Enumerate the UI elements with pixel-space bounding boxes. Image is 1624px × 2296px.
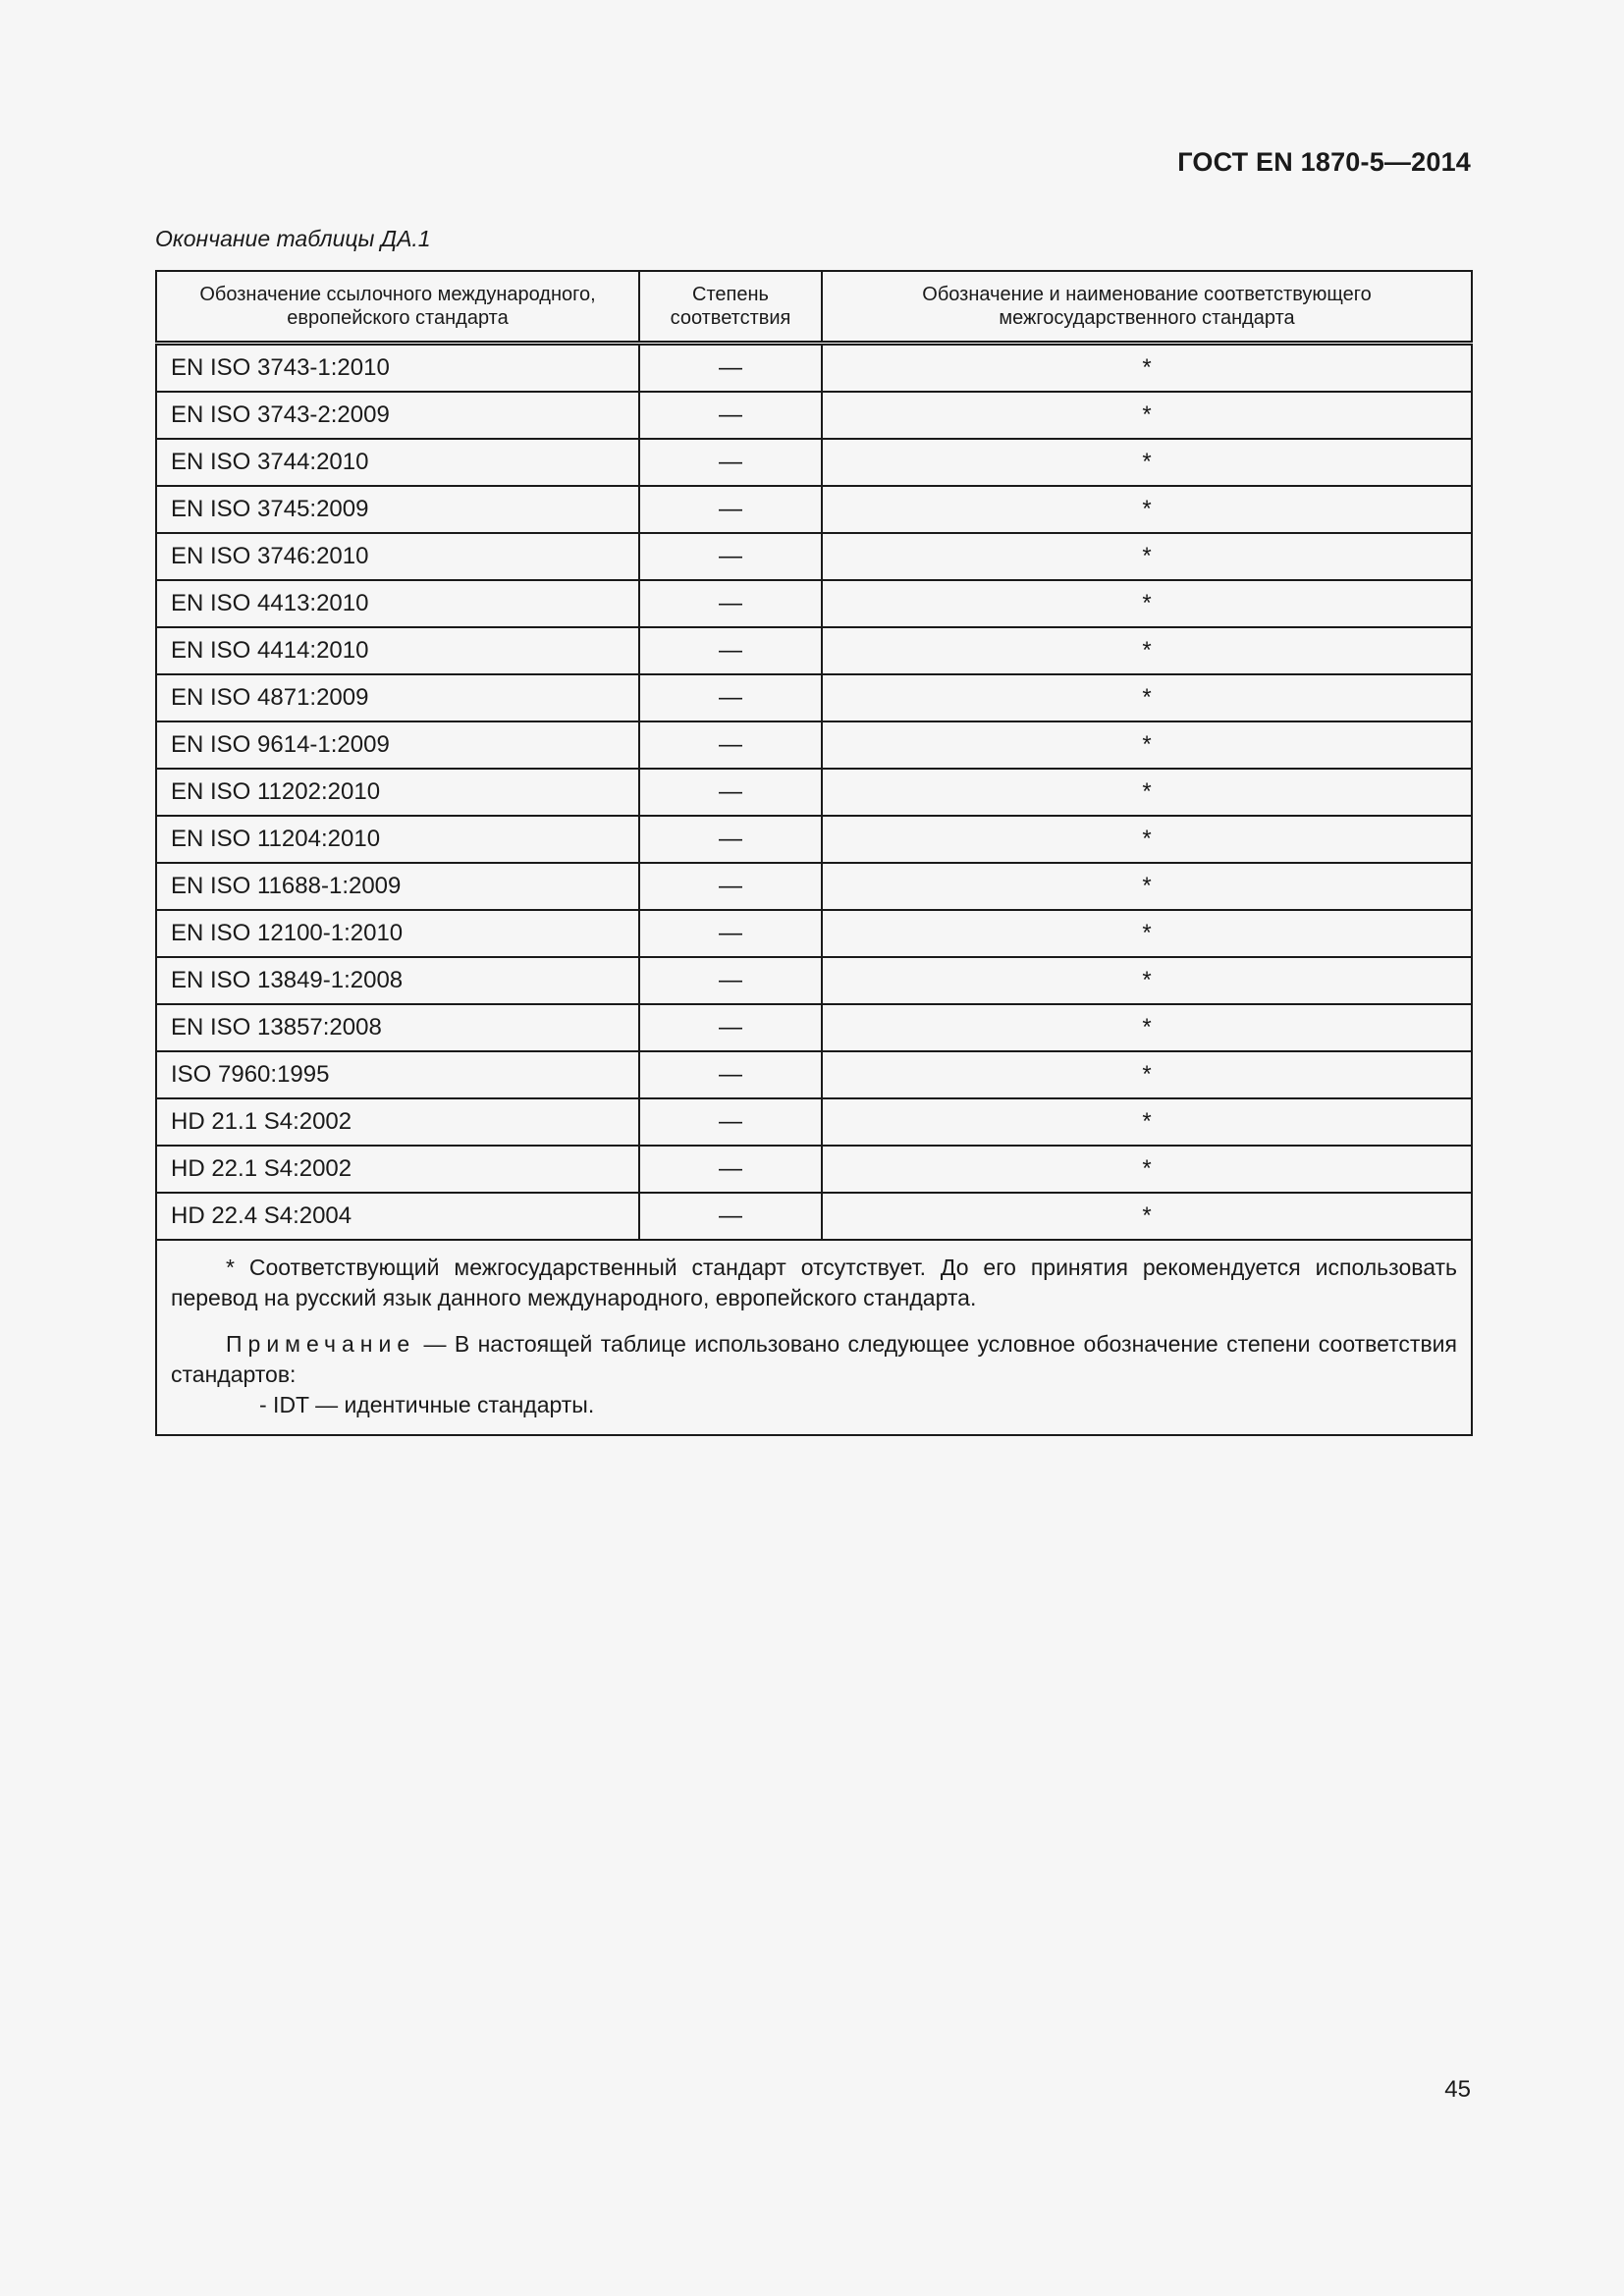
reference-standard-cell: EN ISO 4414:2010 xyxy=(156,627,639,674)
reference-standard-cell: HD 21.1 S4:2002 xyxy=(156,1098,639,1146)
page-number: 45 xyxy=(1444,2076,1471,2103)
table-caption: Окончание таблицы ДА.1 xyxy=(155,226,431,251)
degree-cell: — xyxy=(639,627,822,674)
reference-standard-cell: EN ISO 13849-1:2008 xyxy=(156,957,639,1004)
interstate-standard-cell: * xyxy=(822,816,1472,863)
degree-cell: — xyxy=(639,1098,822,1146)
column-header-reference-standard: Обозначение ссылочного международного, европейского стандарта xyxy=(156,271,639,344)
table-row xyxy=(156,533,1472,580)
table-row xyxy=(156,863,1472,910)
table-row xyxy=(156,580,1472,627)
column-header-degree: Степень соответствия xyxy=(639,271,822,344)
reference-standard-cell: EN ISO 11204:2010 xyxy=(156,816,639,863)
degree-cell: — xyxy=(639,580,822,627)
degree-cell: — xyxy=(639,816,822,863)
reference-standard-cell: EN ISO 9614-1:2009 xyxy=(156,721,639,769)
reference-standard-cell: EN ISO 3746:2010 xyxy=(156,533,639,580)
reference-standard-cell: EN ISO 4871:2009 xyxy=(156,674,639,721)
reference-standard-cell: EN ISO 3745:2009 xyxy=(156,486,639,533)
footnote: * Соответствующий межгосударственный стандарт отсутствует. До его принятия рекомендуется использовать перевод на русский язык данного международного, европейского стандарта. xyxy=(171,1255,1457,1310)
interstate-standard-cell: * xyxy=(822,580,1472,627)
interstate-standard-cell: * xyxy=(822,910,1472,957)
reference-standard-cell: EN ISO 13857:2008 xyxy=(156,1004,639,1051)
degree-cell: — xyxy=(639,533,822,580)
note-paragraph xyxy=(171,1329,1457,1390)
degree-cell: — xyxy=(639,910,822,957)
table-row xyxy=(156,1051,1472,1098)
degree-cell: — xyxy=(639,486,822,533)
interstate-standard-cell: * xyxy=(822,957,1472,1004)
degree-cell: — xyxy=(639,1193,822,1240)
note-text: — В настоящей таблице использовано следующее условное обозначение степени соответствия стандартов: xyxy=(171,1331,1457,1387)
degree-cell: — xyxy=(639,1004,822,1051)
column-header-interstate-standard: Обозначение и наименование соответствующего межгосударственного стандарта xyxy=(822,271,1472,344)
table-body xyxy=(156,344,1472,1241)
interstate-standard-cell: * xyxy=(822,486,1472,533)
interstate-standard-cell: * xyxy=(822,392,1472,439)
degree-cell: — xyxy=(639,863,822,910)
degree-cell: — xyxy=(639,1051,822,1098)
interstate-standard-cell: * xyxy=(822,439,1472,486)
reference-standard-cell: EN ISO 11688-1:2009 xyxy=(156,863,639,910)
degree-cell: — xyxy=(639,1146,822,1193)
table-row xyxy=(156,344,1472,393)
table-header-row xyxy=(156,271,1472,344)
note-label: Примечание xyxy=(226,1331,416,1357)
table-row xyxy=(156,910,1472,957)
interstate-standard-cell: * xyxy=(822,1051,1472,1098)
table-row xyxy=(156,721,1472,769)
interstate-standard-cell: * xyxy=(822,1004,1472,1051)
interstate-standard-cell: * xyxy=(822,1193,1472,1240)
table-row xyxy=(156,392,1472,439)
reference-table-container xyxy=(155,270,1471,1436)
interstate-standard-cell: * xyxy=(822,721,1472,769)
table-row xyxy=(156,674,1472,721)
interstate-standard-cell: * xyxy=(822,1098,1472,1146)
degree-cell: — xyxy=(639,439,822,486)
table-row xyxy=(156,1193,1472,1240)
table-row xyxy=(156,1146,1472,1193)
table-row xyxy=(156,769,1472,816)
document-designation: ГОСТ EN 1870-5—2014 xyxy=(1177,147,1471,177)
note-item: - IDT — идентичные стандарты. xyxy=(259,1392,595,1417)
reference-standard-cell: EN ISO 12100-1:2010 xyxy=(156,910,639,957)
table-row xyxy=(156,957,1472,1004)
degree-cell: — xyxy=(639,957,822,1004)
table-row xyxy=(156,1098,1472,1146)
table-row xyxy=(156,816,1472,863)
reference-standards-table xyxy=(155,270,1473,1436)
reference-standard-cell: EN ISO 3744:2010 xyxy=(156,439,639,486)
notes-row xyxy=(156,1240,1472,1435)
reference-standard-cell: EN ISO 3743-2:2009 xyxy=(156,392,639,439)
reference-standard-cell: ISO 7960:1995 xyxy=(156,1051,639,1098)
interstate-standard-cell: * xyxy=(822,863,1472,910)
table-row xyxy=(156,627,1472,674)
interstate-standard-cell: * xyxy=(822,769,1472,816)
degree-cell: — xyxy=(639,392,822,439)
reference-standard-cell: HD 22.1 S4:2002 xyxy=(156,1146,639,1193)
interstate-standard-cell: * xyxy=(822,533,1472,580)
reference-standard-cell: EN ISO 3743-1:2010 xyxy=(156,344,639,393)
interstate-standard-cell: * xyxy=(822,1146,1472,1193)
reference-standard-cell: HD 22.4 S4:2004 xyxy=(156,1193,639,1240)
interstate-standard-cell: * xyxy=(822,674,1472,721)
table-row xyxy=(156,439,1472,486)
notes-cell xyxy=(156,1240,1472,1435)
table-row xyxy=(156,1004,1472,1051)
reference-standard-cell: EN ISO 4413:2010 xyxy=(156,580,639,627)
degree-cell: — xyxy=(639,769,822,816)
reference-standard-cell: EN ISO 11202:2010 xyxy=(156,769,639,816)
degree-cell: — xyxy=(639,674,822,721)
degree-cell: — xyxy=(639,721,822,769)
interstate-standard-cell: * xyxy=(822,627,1472,674)
table-row xyxy=(156,486,1472,533)
degree-cell: — xyxy=(639,344,822,393)
interstate-standard-cell: * xyxy=(822,344,1472,393)
